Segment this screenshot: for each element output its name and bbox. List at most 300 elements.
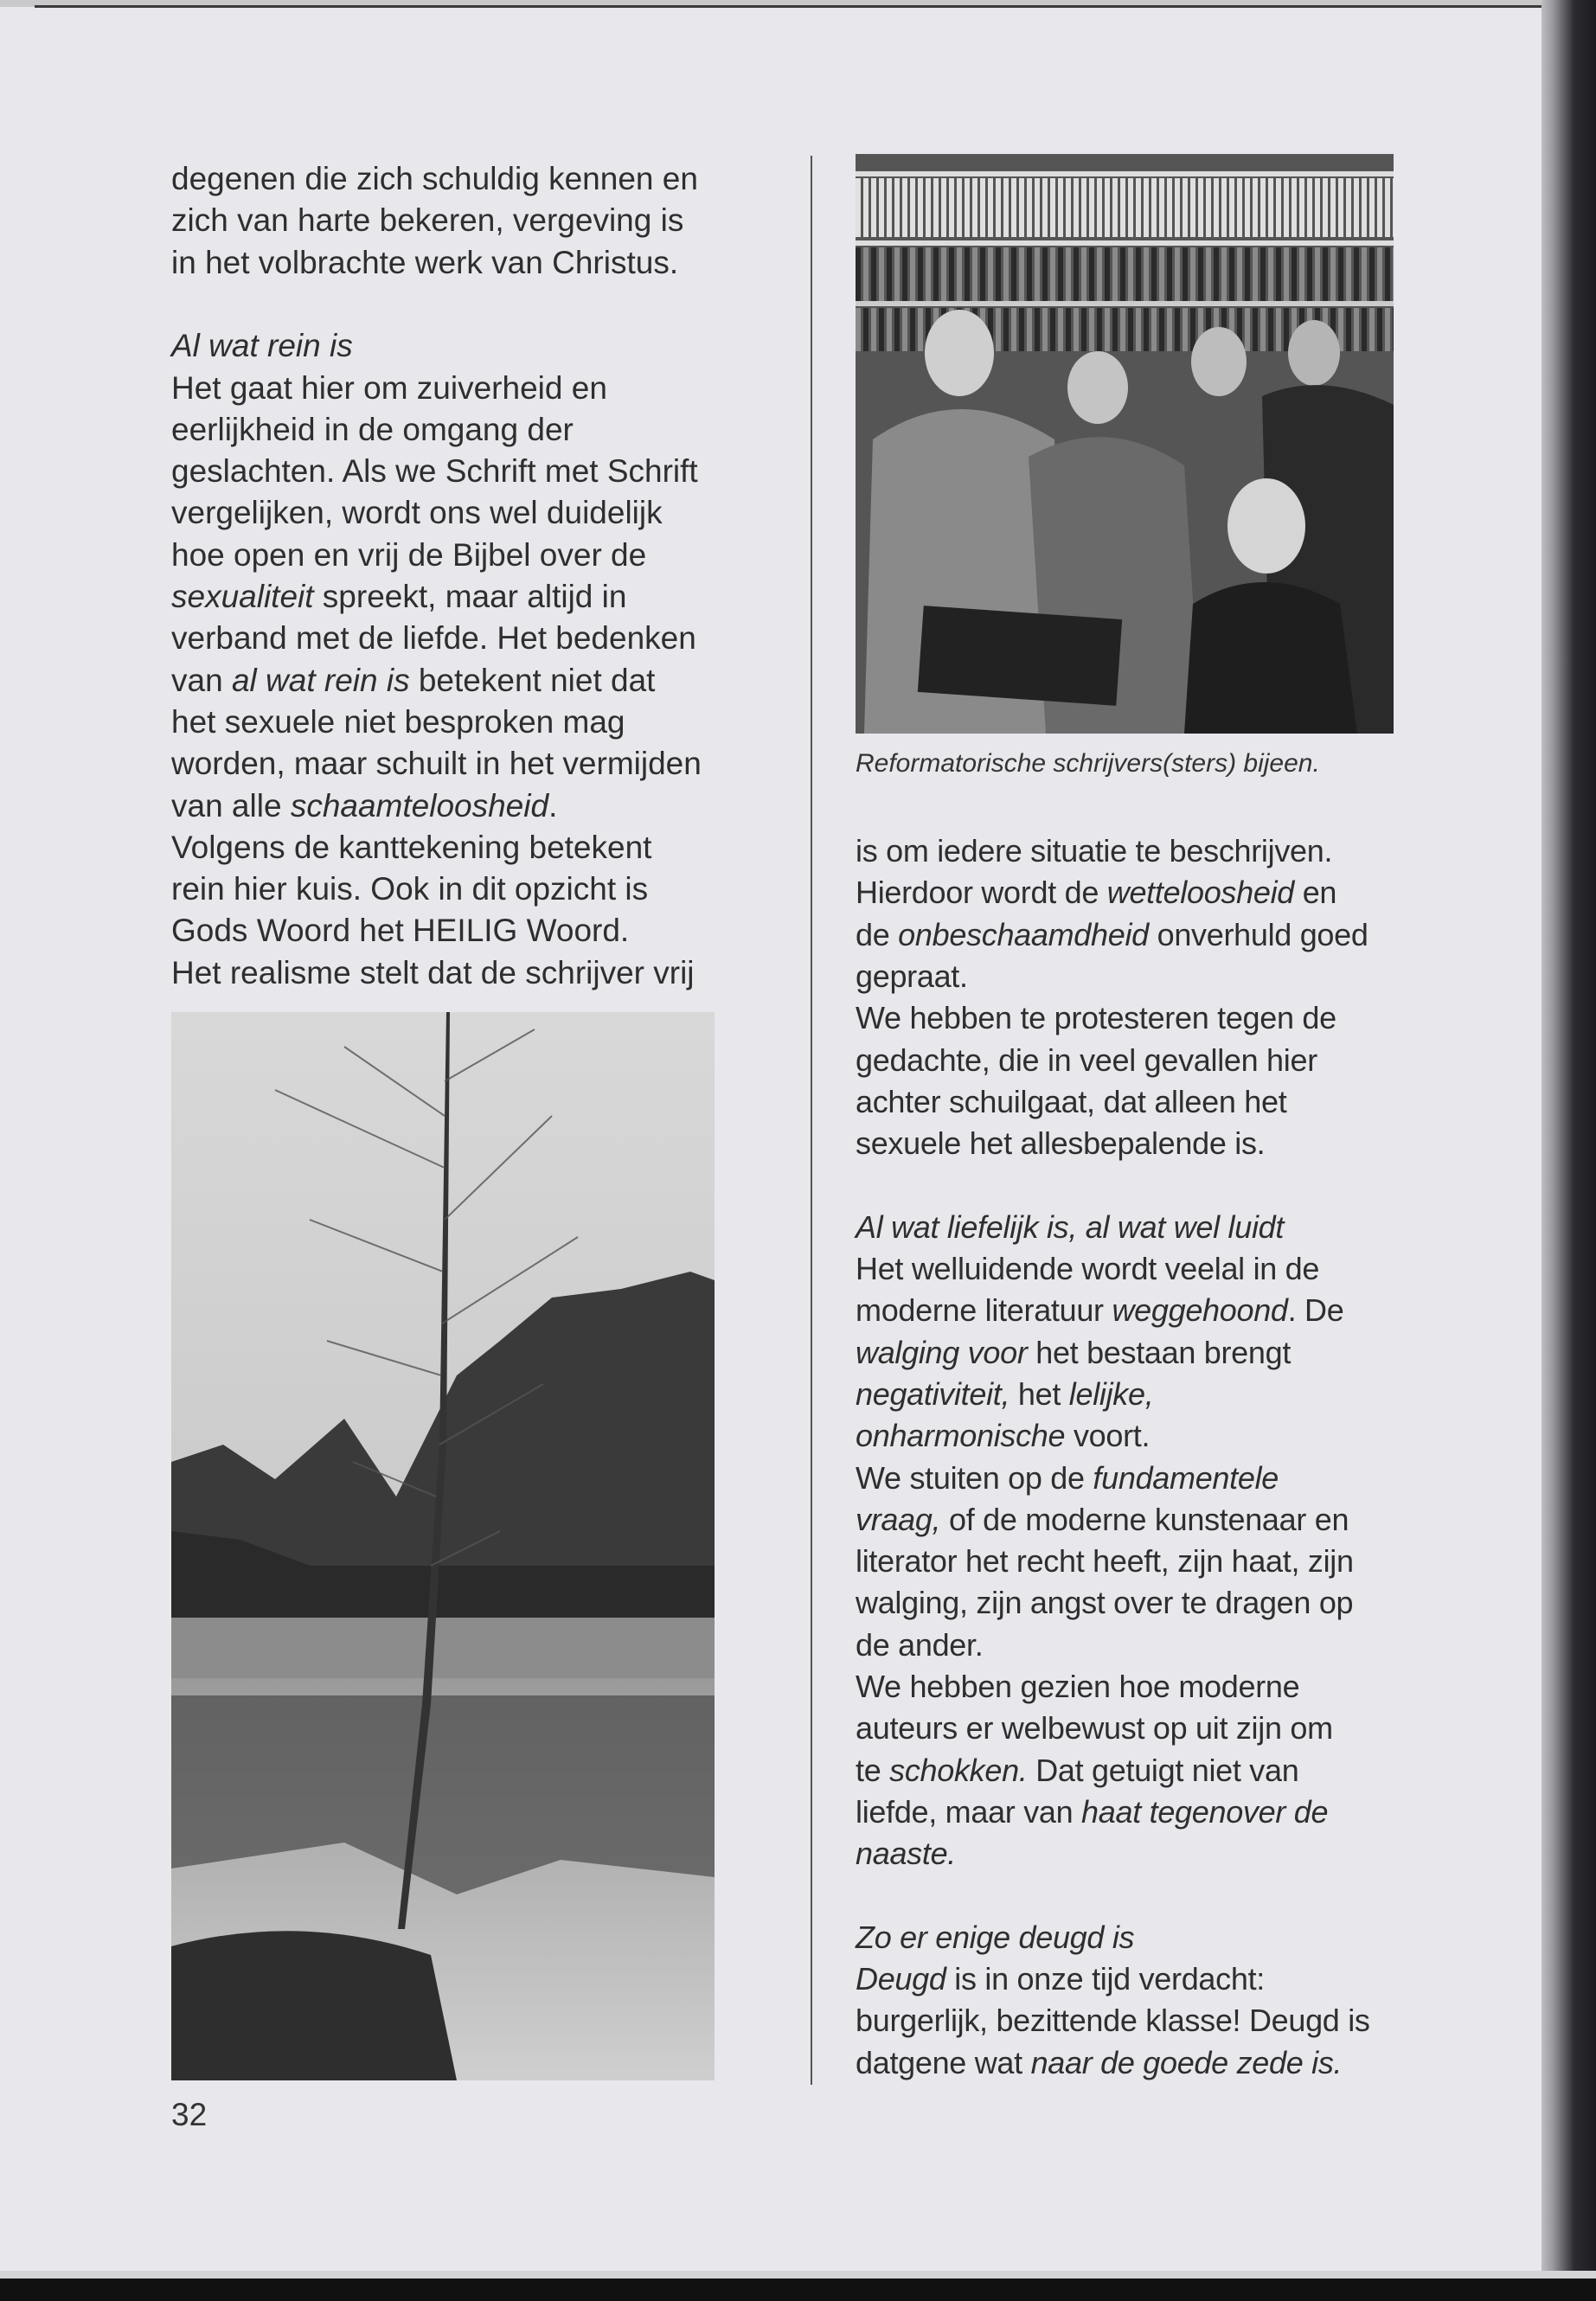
- book-spine: [1369, 308, 1375, 351]
- book-spine: [910, 178, 915, 237]
- book-spine: [1120, 247, 1125, 306]
- book-spine: [1369, 178, 1375, 237]
- italic-text: onbeschaamdheid: [898, 916, 1149, 952]
- text-segment: het bestaan brengt: [1027, 1334, 1292, 1370]
- book-spine: [1299, 178, 1304, 237]
- book-spine: [918, 247, 923, 306]
- left-text-column: [171, 158, 777, 1006]
- text-line: [856, 1833, 956, 1875]
- book-spine: [1393, 308, 1394, 351]
- book-spine: [1066, 308, 1071, 351]
- text-line: [171, 492, 663, 534]
- text-segment: degenen die zich schuldig kennen en: [171, 161, 698, 196]
- book-spine: [1027, 178, 1032, 237]
- book-spine: [1175, 247, 1180, 306]
- book-spine: [1112, 247, 1118, 306]
- book-spine: [856, 178, 861, 237]
- text-segment: . De: [1287, 1292, 1344, 1329]
- text-line: [856, 1415, 1150, 1457]
- italic-text: onharmonische: [856, 1418, 1066, 1454]
- text-segment: Volgens de kanttekening betekent: [171, 829, 652, 865]
- book-spine: [1159, 178, 1164, 237]
- book-spine: [988, 178, 993, 237]
- book-spine: [1159, 247, 1164, 306]
- text-line: [171, 451, 698, 492]
- page-bottom-edge: [0, 2271, 1596, 2279]
- book-spine: [1284, 178, 1289, 237]
- book-spine: [1307, 178, 1312, 237]
- book-spine: [902, 178, 907, 237]
- book-spine: [1058, 247, 1063, 306]
- text-line: [856, 1081, 1286, 1123]
- text-segment: .: [548, 787, 558, 824]
- book-spine: [933, 178, 939, 237]
- italic-text: schokken.: [889, 1752, 1028, 1788]
- text-segment: worden, maar schuilt in het vermijden: [171, 746, 702, 782]
- book-spine: [1128, 308, 1133, 351]
- text-segment: het: [1010, 1375, 1069, 1412]
- text-line: [856, 1541, 1354, 1582]
- book-spine: [1120, 308, 1125, 351]
- book-spine: [918, 308, 923, 351]
- book-spine: [1315, 178, 1320, 237]
- book-spine: [1050, 308, 1055, 351]
- book-spine: [902, 247, 907, 306]
- text-line: [171, 158, 698, 200]
- book-spine: [1377, 178, 1382, 237]
- text-segment: geslachten. Als we Schrift met Schrift: [171, 453, 698, 490]
- text-line: [856, 1332, 1291, 1374]
- book-spine: [1066, 178, 1071, 237]
- text-segment: auteurs er welbewust op uit zijn om: [856, 1710, 1333, 1747]
- text-line: [171, 910, 629, 952]
- text-line: [856, 1917, 1134, 1958]
- text-line: [171, 618, 696, 659]
- book-spine: [1385, 247, 1390, 306]
- text-segment: sexuele het allesbepalende is.: [856, 1125, 1266, 1162]
- book-spine: [871, 178, 876, 237]
- text-line: [171, 368, 607, 409]
- text-segment: burgerlijk, bezittende klasse! Deugd is: [856, 2003, 1370, 2039]
- text-line: [856, 1708, 1333, 1749]
- text-segment: te: [856, 1752, 890, 1788]
- book-spine: [1330, 247, 1336, 306]
- text-line: [856, 872, 1336, 913]
- text-segment: liefde, maar van: [856, 1793, 1082, 1830]
- italic-text: negativiteit,: [856, 1375, 1010, 1412]
- book-spine: [1151, 247, 1157, 306]
- book-spine: [1229, 178, 1234, 237]
- text-segment: van alle: [171, 787, 291, 824]
- text-segment: Gods Woord het HEILIG Woord.: [171, 913, 630, 949]
- book-spine: [1198, 247, 1203, 306]
- book-spine: [894, 178, 900, 237]
- book-spine: [1011, 178, 1016, 237]
- text-segment: het sexuele niet besproken mag: [171, 703, 625, 740]
- book-spine: [1260, 247, 1266, 306]
- text-segment: gepraat.: [856, 958, 968, 994]
- text-segment: vergelijken, wordt ons wel duidelijk: [171, 495, 663, 531]
- book-spine: [902, 308, 907, 351]
- book-spine: [1081, 247, 1086, 306]
- text-line: [171, 200, 683, 241]
- book-spine: [1167, 308, 1172, 351]
- book-spine: [926, 247, 931, 306]
- book-spine: [957, 178, 962, 237]
- book-spine: [1089, 178, 1094, 237]
- text-line: [171, 868, 648, 910]
- text-line: [856, 1499, 1349, 1541]
- text-segment: of de moderne kunstenaar en: [940, 1501, 1349, 1537]
- text-line: [856, 1207, 1284, 1248]
- text-line: [856, 1040, 1317, 1081]
- book-spine: [1089, 308, 1094, 351]
- book-spine: [941, 247, 946, 306]
- text-segment: Het realisme stelt dat de schrijver vrij: [171, 954, 695, 990]
- book-spine: [1299, 247, 1304, 306]
- text-segment: spreekt, maar altijd in: [313, 579, 627, 614]
- book-spine: [1385, 308, 1390, 351]
- book-spine: [1183, 178, 1188, 237]
- book-spine: [1097, 247, 1102, 306]
- book-spine: [1151, 308, 1157, 351]
- tree-lake-photo: [171, 1012, 715, 2080]
- book-spine: [1237, 178, 1242, 237]
- book-spine: [1128, 178, 1133, 237]
- book-spine: [1097, 178, 1102, 237]
- text-line: [856, 1248, 1319, 1290]
- book-spine: [1042, 247, 1048, 306]
- text-line: [171, 743, 702, 785]
- book-spine: [887, 247, 892, 306]
- book-spine: [1019, 178, 1024, 237]
- book-spine: [1229, 247, 1234, 306]
- italic-text: naar de goede zede is.: [1030, 2044, 1343, 2080]
- book-spine: [1214, 178, 1219, 237]
- book-spine: [1183, 247, 1188, 306]
- book-spine: [1144, 178, 1149, 237]
- text-line: [856, 914, 1368, 956]
- book-spine: [988, 247, 993, 306]
- book-spine: [1354, 247, 1359, 306]
- book-spine: [1206, 178, 1211, 237]
- italic-text: walging voor: [856, 1334, 1028, 1370]
- book-spine: [1074, 178, 1079, 237]
- text-line: [171, 409, 574, 451]
- book-spine: [863, 247, 869, 306]
- book-spine: [1369, 247, 1375, 306]
- italic-text: fundamentele: [1093, 1459, 1279, 1496]
- text-line: [856, 1458, 1279, 1499]
- page-top-rule: [35, 5, 1557, 8]
- book-spine: [1346, 247, 1351, 306]
- book-spine: [1292, 247, 1297, 306]
- book-spine: [1214, 247, 1219, 306]
- book-spine: [1260, 178, 1266, 237]
- book-spine: [856, 308, 861, 351]
- text-segment: onverhuld goed: [1148, 916, 1368, 952]
- text-line: [856, 956, 968, 997]
- italic-text: haat tegenover de: [1081, 1793, 1329, 1830]
- book-spine: [910, 308, 915, 351]
- book-spine: [926, 178, 931, 237]
- book-spine: [1042, 178, 1048, 237]
- book-spine: [980, 178, 985, 237]
- text-line: [856, 1374, 1153, 1415]
- book-spine: [1003, 247, 1009, 306]
- text-segment: in het volbrachte werk van Christus.: [171, 244, 679, 280]
- book-spine: [1198, 178, 1203, 237]
- text-segment: en: [1294, 875, 1337, 911]
- book-spine: [887, 308, 892, 351]
- book-spine: [1136, 308, 1141, 351]
- book-spine: [1128, 247, 1133, 306]
- text-line: [171, 785, 557, 827]
- book-spine: [1393, 247, 1394, 306]
- right-text-column: [856, 830, 1478, 2085]
- book-spine: [1097, 308, 1102, 351]
- book-spine: [1260, 308, 1266, 351]
- book-spine: [1338, 247, 1343, 306]
- book-spine: [1253, 178, 1258, 237]
- text-segment: is om iedere situatie te beschrijven.: [856, 833, 1333, 868]
- book-spine: [933, 247, 939, 306]
- text-line: [856, 2000, 1370, 2041]
- italic-text: schaamteloosheid: [290, 787, 549, 824]
- book-spine: [1323, 178, 1328, 237]
- book-spine: [1268, 247, 1273, 306]
- text-segment: We stuiten op de: [856, 1459, 1093, 1496]
- book-spine: [1050, 178, 1055, 237]
- text-segment: is in onze tijd verdacht:: [945, 1961, 1265, 1997]
- book-spine: [1183, 308, 1188, 351]
- book-spine: [1136, 178, 1141, 237]
- book-spine: [965, 178, 970, 237]
- book-spine: [1175, 308, 1180, 351]
- book-spine: [1144, 308, 1149, 351]
- book-spine: [1035, 178, 1040, 237]
- book-spine: [1074, 247, 1079, 306]
- book-spine: [1284, 247, 1289, 306]
- book-spine: [1120, 178, 1125, 237]
- book-spine: [1167, 247, 1172, 306]
- text-segment: voort.: [1065, 1418, 1151, 1454]
- italic-text: vraag,: [856, 1501, 941, 1537]
- text-line: [856, 1582, 1353, 1624]
- book-spine: [1112, 308, 1118, 351]
- text-segment: moderne literatuur: [856, 1292, 1112, 1329]
- text-segment: We hebben te protesteren tegen de: [856, 1000, 1336, 1036]
- book-spine: [887, 178, 892, 237]
- book-spine: [871, 247, 876, 306]
- book-spine: [1035, 247, 1040, 306]
- book-spine: [1019, 308, 1024, 351]
- text-line: [171, 660, 655, 702]
- text-segment: Hierdoor wordt de: [856, 875, 1107, 911]
- italic-text: sexualiteit: [171, 579, 314, 614]
- book-spine: [1245, 247, 1250, 306]
- book-spine: [856, 247, 861, 306]
- book-spine: [996, 308, 1001, 351]
- book-spine: [1081, 178, 1086, 237]
- book-spine: [1144, 247, 1149, 306]
- book-spine: [1011, 308, 1016, 351]
- book-spine: [863, 178, 869, 237]
- book-spine: [1221, 247, 1227, 306]
- writers-group-photo: [856, 154, 1394, 734]
- book-spine: [879, 178, 884, 237]
- text-segment: Het welluidende wordt veelal in de: [856, 1251, 1320, 1286]
- book-spine: [1354, 308, 1359, 351]
- book-spine: [1136, 247, 1141, 306]
- book-spine: [1377, 247, 1382, 306]
- book-spine: [957, 247, 962, 306]
- book-spine: [949, 247, 954, 306]
- text-line: [856, 830, 1332, 872]
- book-spine: [1245, 308, 1250, 351]
- book-spine: [1058, 308, 1063, 351]
- page-right-edge: [1542, 0, 1596, 2301]
- text-line: [856, 1666, 1299, 1708]
- book-spine: [1089, 247, 1094, 306]
- book-spine: [1268, 178, 1273, 237]
- book-spine: [1112, 178, 1118, 237]
- text-segment: walging, zijn angst over te dragen op: [856, 1585, 1354, 1621]
- text-line: [856, 1625, 983, 1666]
- book-spine: [910, 247, 915, 306]
- text-line: [856, 2042, 1342, 2084]
- photo-caption: Reformatorische schrijvers(sters) bijeen.: [856, 749, 1320, 778]
- text-line: [171, 242, 678, 284]
- book-spine: [949, 178, 954, 237]
- book-spine: [1011, 247, 1016, 306]
- book-spine: [1346, 308, 1351, 351]
- page-bottom-border: [0, 2279, 1596, 2301]
- text-segment: Het gaat hier om zuiverheid en: [171, 369, 607, 406]
- book-spine: [1268, 308, 1273, 351]
- book-spine: [1003, 308, 1009, 351]
- book-spine: [1105, 308, 1110, 351]
- book-spine: [1284, 308, 1289, 351]
- book-spine: [1315, 247, 1320, 306]
- italic-text: naaste.: [856, 1836, 956, 1872]
- book-spine: [1362, 308, 1367, 351]
- text-segment: betekent niet dat: [409, 662, 656, 698]
- book-spine: [996, 178, 1001, 237]
- book-spine: [1019, 247, 1024, 306]
- text-segment: achter schuilgaat, dat alleen het: [856, 1083, 1287, 1119]
- book-spine: [1354, 178, 1359, 237]
- italic-text: wetteloosheid: [1106, 875, 1294, 911]
- book-spine: [1105, 178, 1110, 237]
- book-spine: [1276, 247, 1281, 306]
- book-spine: [1190, 178, 1195, 237]
- book-spine: [1042, 308, 1048, 351]
- book-spine: [1081, 308, 1086, 351]
- book-spine: [1362, 178, 1367, 237]
- text-line: [171, 576, 626, 618]
- text-segment: rein hier kuis. Ook in dit opzicht is: [171, 871, 649, 907]
- book-spine: [1245, 178, 1250, 237]
- book-spine: [1159, 308, 1164, 351]
- book-spine: [918, 178, 923, 237]
- text-segment: gedachte, die in veel gevallen hier: [856, 1042, 1317, 1078]
- text-segment: zich van harte bekeren, vergeving is: [171, 202, 684, 239]
- text-segment: Dat getuigt niet van: [1027, 1752, 1299, 1788]
- book-spine: [1377, 308, 1382, 351]
- book-spine: [972, 247, 977, 306]
- book-spine: [1323, 247, 1328, 306]
- text-segment: verband met de liefde. Het bedenken: [171, 620, 696, 657]
- text-line: [856, 1958, 1265, 2000]
- italic-text: Al wat rein is: [171, 328, 353, 364]
- book-spine: [965, 247, 970, 306]
- book-spine: [1035, 308, 1040, 351]
- text-segment: eerlijkheid in de omgang der: [171, 411, 574, 447]
- book-spine: [1105, 247, 1110, 306]
- text-line: [171, 325, 353, 367]
- italic-text: weggehoond: [1112, 1292, 1288, 1329]
- book-spine: [972, 178, 977, 237]
- book-spine: [1253, 247, 1258, 306]
- page-number: 32: [171, 2097, 208, 2132]
- italic-text: lelijke,: [1068, 1375, 1154, 1412]
- text-line: [171, 827, 651, 868]
- book-spine: [1385, 178, 1390, 237]
- book-spine: [996, 247, 1001, 306]
- book-spine: [1206, 247, 1211, 306]
- book-spine: [1237, 247, 1242, 306]
- book-spine: [941, 178, 946, 237]
- text-segment: de: [856, 916, 899, 952]
- book-spine: [1330, 178, 1336, 237]
- book-spine: [1253, 308, 1258, 351]
- book-spine: [1190, 247, 1195, 306]
- text-line: [171, 535, 646, 576]
- book-spine: [1151, 178, 1157, 237]
- text-segment: datgene wat: [856, 2044, 1031, 2080]
- book-spine: [1027, 308, 1032, 351]
- book-spine: [1074, 308, 1079, 351]
- italic-text: Al wat liefelijk is, al wat wel luidt: [856, 1208, 1285, 1245]
- text-line: [856, 997, 1336, 1039]
- book-spine: [1307, 247, 1312, 306]
- text-line: [171, 702, 625, 743]
- book-spine: [1175, 178, 1180, 237]
- book-spine: [1292, 178, 1297, 237]
- column-divider: [811, 156, 812, 2085]
- book-spine: [879, 247, 884, 306]
- text-segment: de ander.: [856, 1626, 984, 1663]
- book-spine: [871, 308, 876, 351]
- book-spine: [1346, 178, 1351, 237]
- text-segment: We hebben gezien hoe moderne: [856, 1669, 1300, 1704]
- italic-text: al wat rein is: [231, 662, 410, 698]
- book-spine: [1003, 178, 1009, 237]
- book-spine: [1058, 178, 1063, 237]
- book-spine: [1221, 178, 1227, 237]
- book-spine: [1167, 178, 1172, 237]
- book-spine: [1393, 178, 1394, 237]
- text-line: [856, 1123, 1265, 1164]
- book-spine: [1276, 308, 1281, 351]
- text-segment: literator het recht heeft, zijn haat, zijn: [856, 1543, 1354, 1580]
- book-spine: [1066, 247, 1071, 306]
- text-line: [856, 1290, 1343, 1331]
- text-segment: hoe open en vrij de Bijbel over de: [171, 536, 647, 573]
- text-segment: van: [171, 662, 232, 698]
- book-spine: [1338, 178, 1343, 237]
